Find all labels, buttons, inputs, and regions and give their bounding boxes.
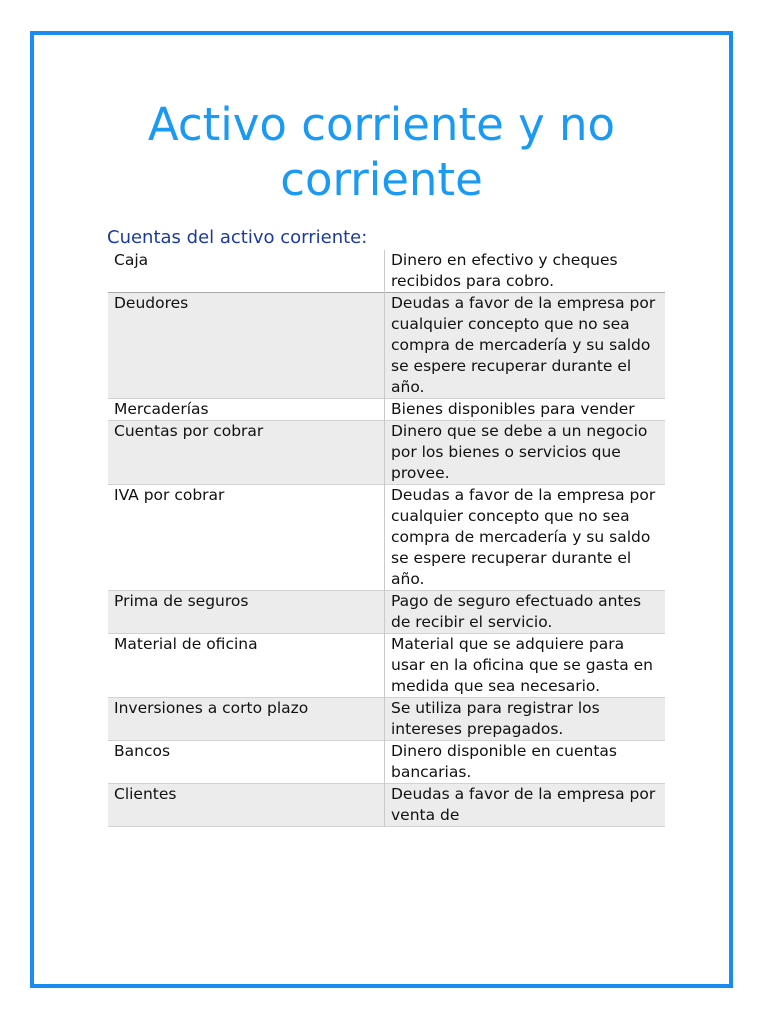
account-name-cell: Bancos bbox=[108, 741, 385, 784]
table-row bbox=[108, 741, 665, 784]
table-row bbox=[108, 634, 665, 698]
account-name-cell: IVA por cobrar bbox=[108, 485, 385, 591]
accounts-table-body bbox=[108, 250, 665, 827]
account-name-cell: Cuentas por cobrar bbox=[108, 421, 385, 485]
slide-frame bbox=[30, 31, 733, 988]
account-name-cell: Inversiones a corto plazo bbox=[108, 698, 385, 741]
table-row bbox=[108, 250, 665, 293]
slide-title-line-2: corriente bbox=[280, 153, 483, 206]
account-name-cell: Clientes bbox=[108, 784, 385, 827]
account-name-cell: Mercaderías bbox=[108, 399, 385, 421]
account-name-cell: Prima de seguros bbox=[108, 591, 385, 634]
account-description-cell: Dinero disponible en cuentas bancarias. bbox=[391, 742, 617, 781]
slide-title-line-1: Activo corriente y no bbox=[147, 98, 616, 151]
account-description-cell: Dinero que se debe a un negocio por los bienes o servicios que provee. bbox=[385, 421, 666, 485]
slide-title bbox=[34, 97, 729, 207]
table-row bbox=[108, 784, 665, 827]
table-row bbox=[108, 293, 665, 399]
account-description-cell: Se utiliza para registrar los intereses prepagados. bbox=[385, 698, 666, 741]
account-description-cell: Pago de seguro efectuado antes de recibir el servicio. bbox=[385, 591, 666, 634]
account-name-cell: Caja bbox=[108, 250, 385, 293]
account-description-cell: Deudas a favor de la empresa por cualquier concepto que no sea compra de mercadería y su saldo se espere recuperar durante el año. bbox=[391, 486, 656, 588]
section-subtitle: Cuentas del activo corriente: bbox=[107, 227, 368, 248]
account-description-cell: Deudas a favor de la empresa por cualquier concepto que no sea compra de mercadería y su saldo se espere recuperar durante el año. bbox=[385, 293, 666, 399]
table-row bbox=[108, 591, 665, 634]
table-row bbox=[108, 421, 665, 485]
account-description-cell: Material que se adquiere para usar en la oficina que se gasta en medida que sea necesario. bbox=[391, 635, 653, 695]
table-row bbox=[108, 698, 665, 741]
account-description-cell: Deudas a favor de la empresa por venta de bbox=[385, 784, 666, 827]
accounts-table-wrapper bbox=[108, 250, 664, 827]
table-row bbox=[108, 485, 665, 591]
account-description-cell: Bienes disponibles para vender bbox=[391, 400, 635, 418]
account-name-cell: Material de oficina bbox=[108, 634, 385, 698]
accounts-table bbox=[108, 250, 665, 827]
table-row bbox=[108, 399, 665, 421]
account-name-cell: Deudores bbox=[108, 293, 385, 399]
account-description-cell: Dinero en efectivo y cheques recibidos para cobro. bbox=[391, 251, 618, 290]
